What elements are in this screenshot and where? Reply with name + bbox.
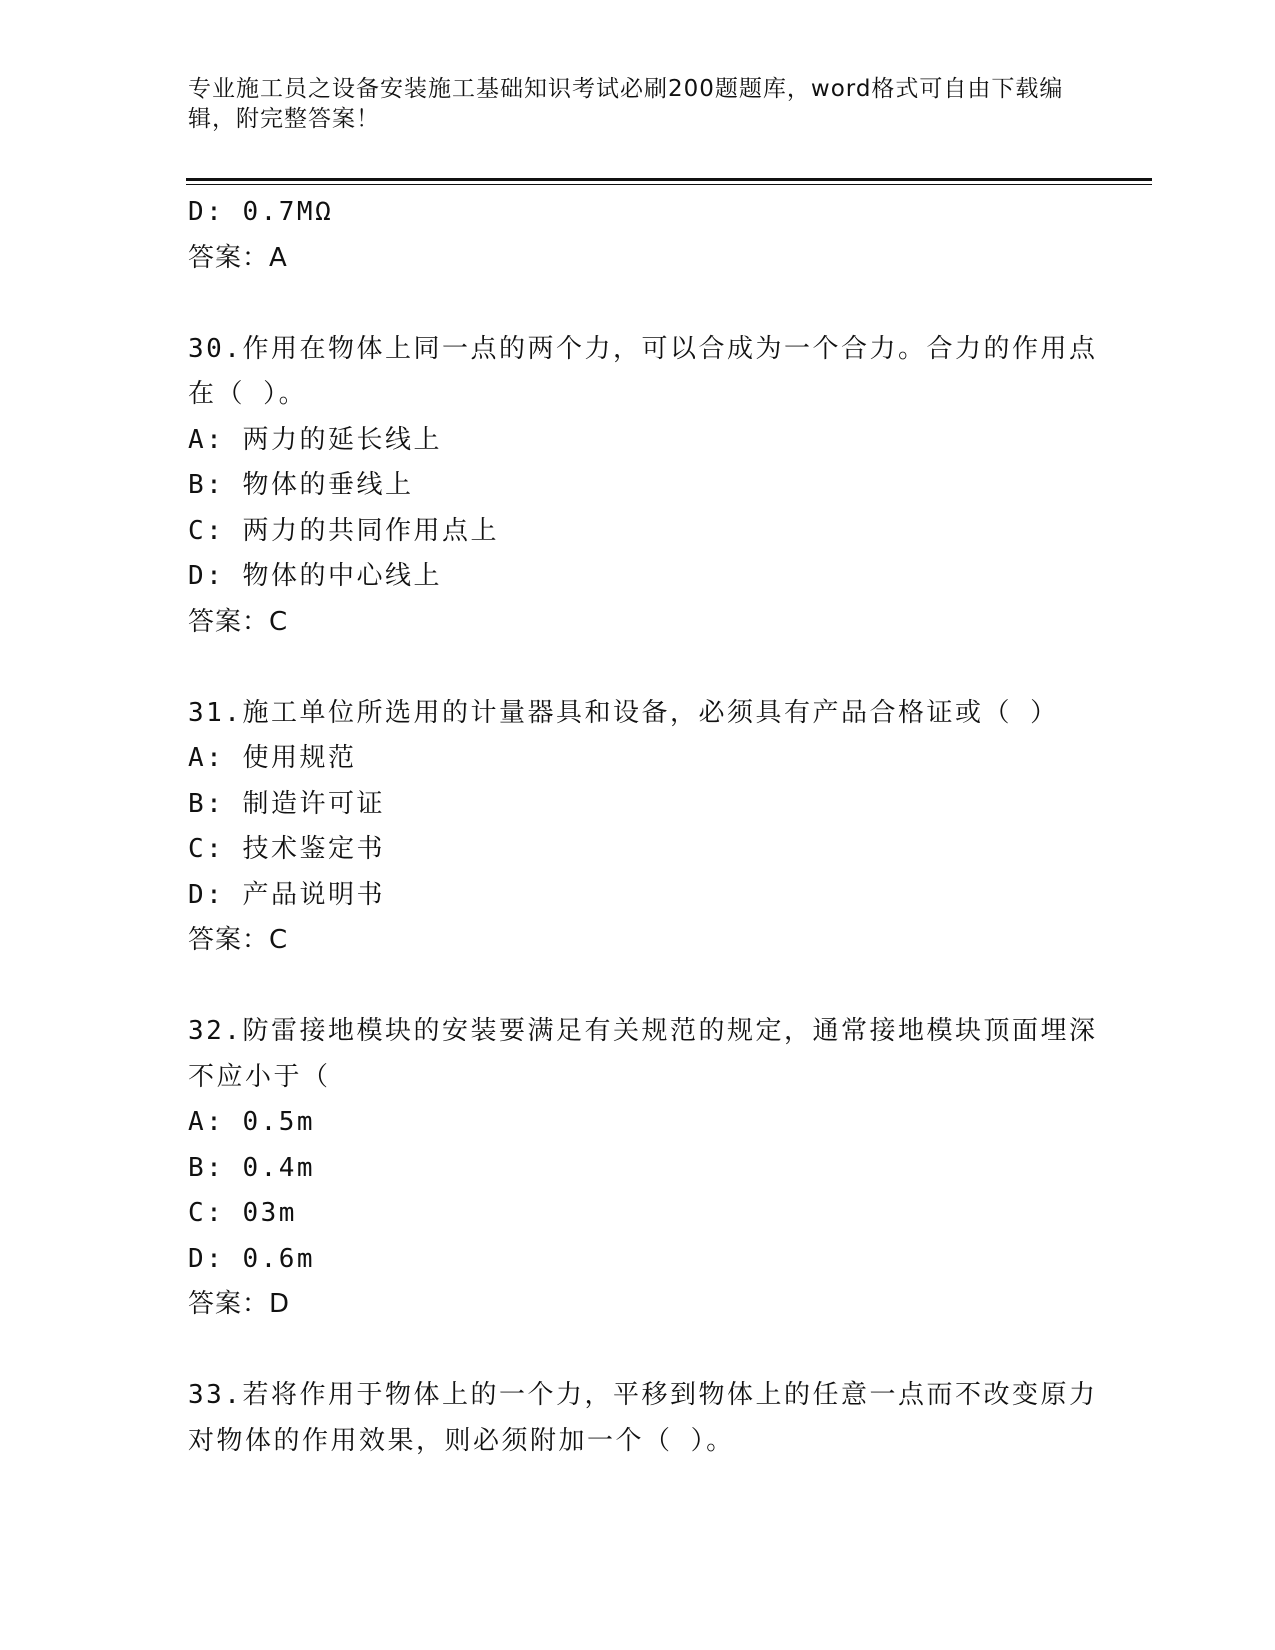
question-stem: 30.作用在物体上同一点的两个力，可以合成为一个合力。合力的作用点在（ ）。 bbox=[188, 333, 1098, 409]
header-rule-thin bbox=[186, 184, 1152, 185]
answer: 答案：D bbox=[188, 1289, 291, 1319]
answer: 答案：C bbox=[188, 606, 289, 637]
option-d: D: 0.6m bbox=[188, 1243, 316, 1274]
prev-answer: 答案：A bbox=[188, 242, 288, 273]
option-a: A: 0.5m bbox=[188, 1107, 316, 1137]
option-c: C: 03m bbox=[188, 1198, 297, 1228]
option-d: D: 产品说明书 bbox=[188, 879, 385, 910]
option-d: D: 物体的中心线上 bbox=[188, 561, 442, 591]
option-a: A: 两力的延长线上 bbox=[188, 424, 442, 455]
question-31 bbox=[188, 691, 1108, 964]
option-a: A: 使用规范 bbox=[188, 743, 357, 773]
question-stem: 32.防雷接地模块的安装要满足有关规范的规定，通常接地模块顶面埋深不应小于（ bbox=[188, 1016, 1098, 1092]
option-b: B: 物体的垂线上 bbox=[188, 470, 414, 500]
option-c: C: 技术鉴定书 bbox=[188, 834, 385, 864]
question-list bbox=[188, 190, 1108, 1464]
question-stem: 33.若将作用于物体上的一个力，平移到物体上的任意一点而不改变原力对物体的作用效果，则必须附加一个（ ）。 bbox=[188, 1380, 1098, 1456]
option-c: C: 两力的共同作用点上 bbox=[188, 515, 499, 546]
header-rule-thick bbox=[186, 178, 1152, 181]
prev-option-d: D: 0.7MΩ bbox=[188, 197, 334, 227]
option-b: B: 0.4m bbox=[188, 1152, 316, 1183]
answer: 答案：C bbox=[188, 925, 289, 955]
question-33 bbox=[188, 1373, 1108, 1464]
question-30 bbox=[188, 327, 1108, 646]
question-32 bbox=[188, 1009, 1108, 1328]
document-header: 专业施工员之设备安装施工基础知识考试必刷200题题库，word格式可自由下载编辑，附完整答案！ bbox=[188, 76, 1064, 132]
question-stem: 31.施工单位所选用的计量器具和设备，必须具有产品合格证或（ ） bbox=[188, 697, 1059, 728]
option-b: B: 制造许可证 bbox=[188, 788, 385, 819]
